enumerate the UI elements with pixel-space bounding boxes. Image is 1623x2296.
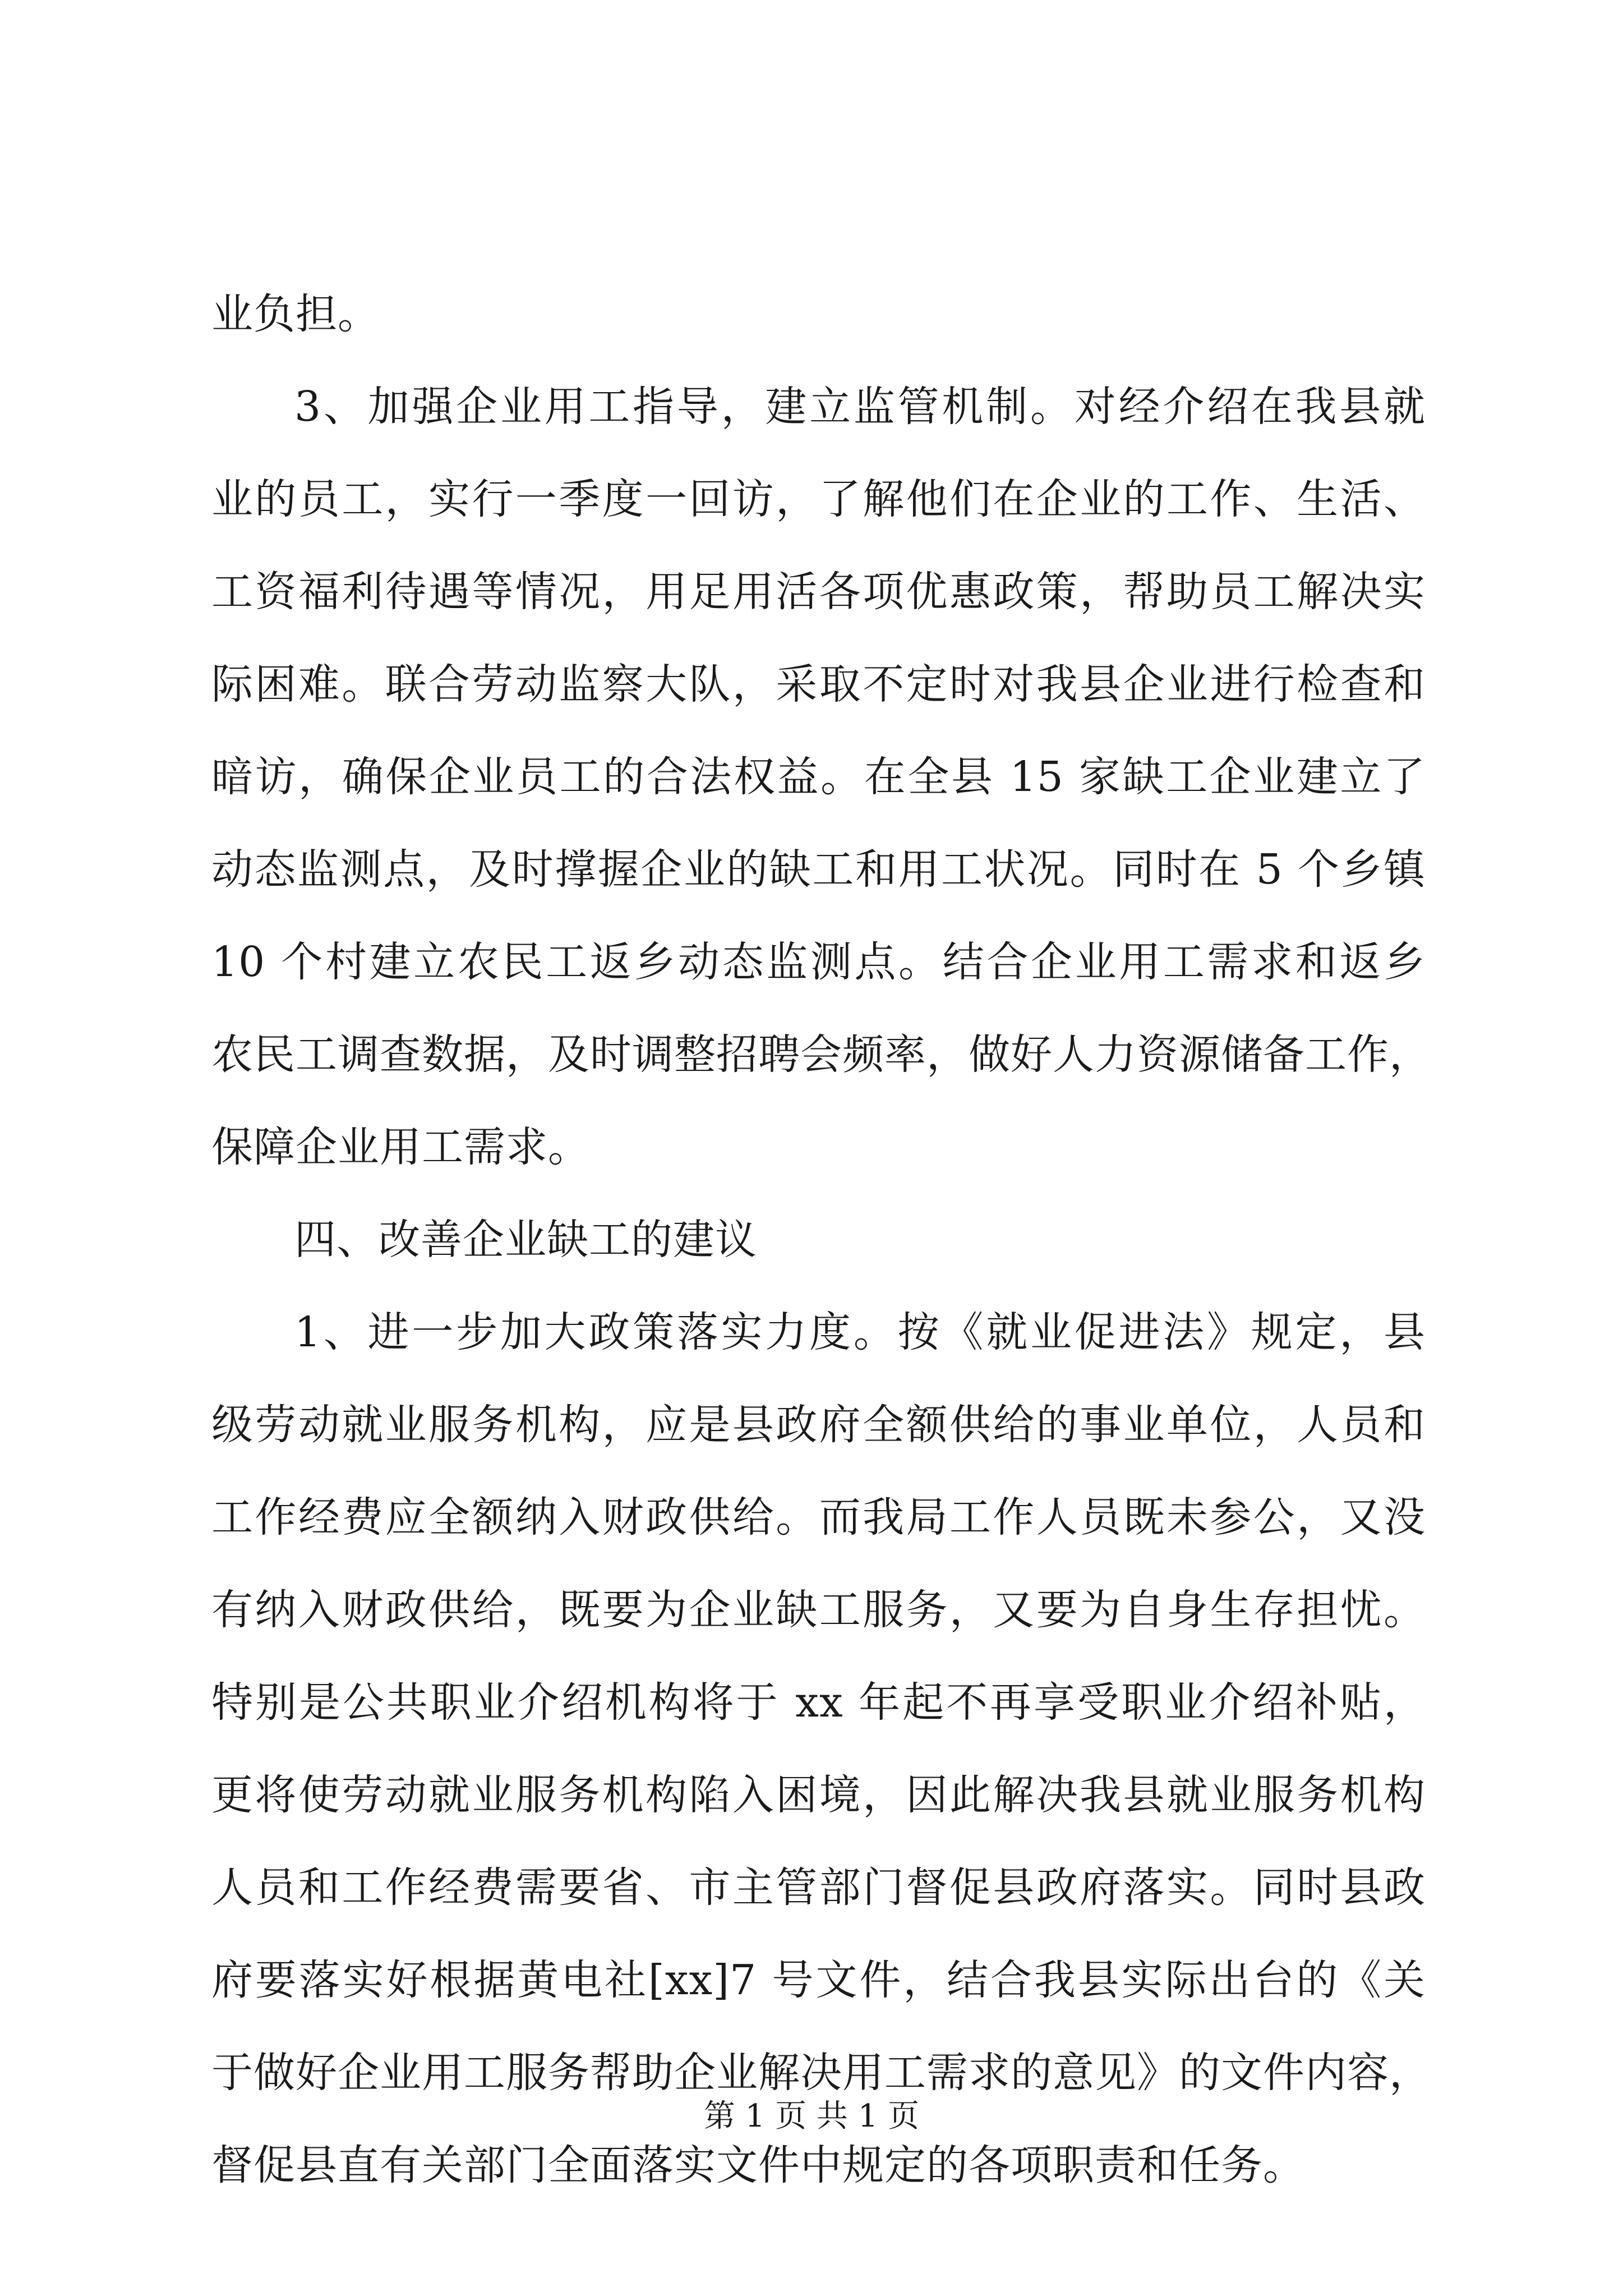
text-line: 于做好企业用工服务帮助企业解决用工需求的意见》的文件内容， (211, 2049, 1431, 2097)
text-line: 10 个村建立农民工返乡动态监测点。结合企业用工需求和返乡 (211, 938, 1426, 986)
body-text (211, 268, 1431, 2212)
text-line: 业的员工，实行一季度一回访，了解他们在企业的工作、生活、 (211, 475, 1426, 523)
text-line: 暗访，确保企业员工的合法权益。在全县 15 家缺工企业建立了 (211, 753, 1426, 801)
text-line: 际困难。联合劳动监察大队，采取不定时对我县企业进行检查和 (211, 660, 1426, 708)
text-line: 更将使劳动就业服务机构陷入困境，因此解决我县就业服务机构 (211, 1771, 1426, 1819)
section-heading: 四、改善企业缺工的建议 (294, 1216, 757, 1264)
text-line: 人员和工作经费需要省、市主管部门督促县政府落实。同时县政 (211, 1864, 1426, 1912)
text-line: 业负担。 (211, 290, 380, 338)
text-line: 督促县直有关部门全面落实文件中规定的各项职责和任务。 (211, 2141, 1305, 2189)
text-line: 保障企业用工需求。 (211, 1123, 590, 1171)
text-line: 工资福利待遇等情况，用足用活各项优惠政策，帮助员工解决实 (211, 568, 1426, 616)
text-line: 3、加强企业用工指导，建立监管机制。对经介绍在我县就 (294, 383, 1426, 431)
text-line: 工作经费应全额纳入财政供给。而我局工作人员既未参公，又没 (211, 1493, 1426, 1542)
text-line: 府要落实好根据黄电社[xx]7 号文件，结合我县实际出台的《关 (211, 1956, 1426, 2004)
text-line: 级劳动就业服务机构，应是县政府全额供给的事业单位，人员和 (211, 1401, 1426, 1449)
text-line: 有纳入财政供给，既要为企业缺工服务，又要为自身生存担忧。 (211, 1586, 1426, 1634)
page-footer: 第 1 页 共 1 页 (703, 2098, 920, 2134)
text-line: 1、进一步加大政策落实力度。按《就业促进法》规定，县 (294, 1308, 1426, 1356)
text-line: 动态监测点，及时撑握企业的缺工和用工状况。同时在 5 个乡镇 (211, 845, 1426, 894)
text-line: 特别是公共职业介绍机构将于 xx 年起不再享受职业介绍补贴， (211, 1678, 1426, 1727)
text-line: 农民工调查数据，及时调整招聘会频率，做好人力资源储备工作， (211, 1030, 1431, 1079)
